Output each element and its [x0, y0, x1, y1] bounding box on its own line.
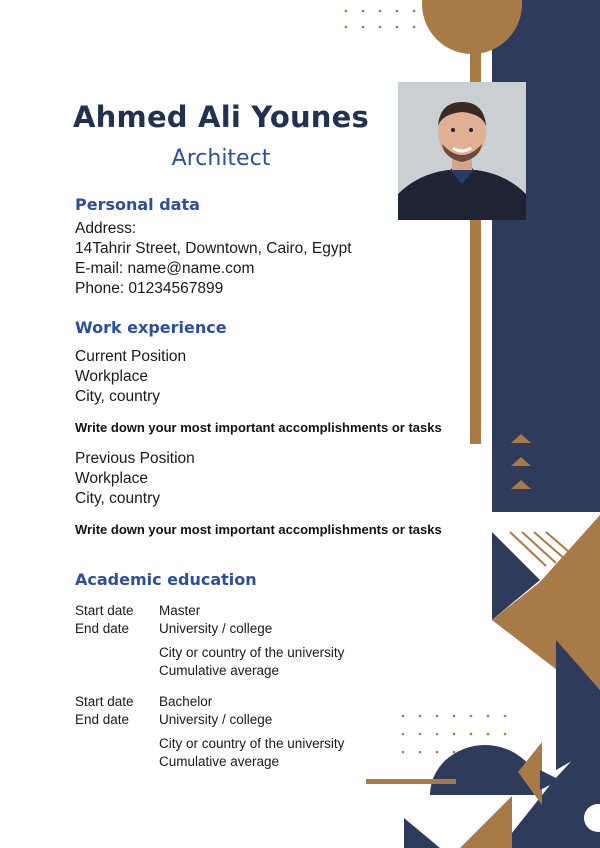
work-experience-heading: Work experience — [75, 318, 227, 337]
edu-school: University / college — [159, 621, 273, 636]
edu-school: University / college — [159, 712, 273, 727]
job-workplace: Workplace — [75, 368, 148, 385]
edu-place: City or country of the university — [159, 736, 345, 751]
edu-average: Cumulative average — [159, 663, 280, 678]
bronze-small-triangle — [518, 742, 542, 805]
job-location: City, country — [75, 490, 160, 507]
personal-data-heading: Personal data — [75, 195, 200, 214]
edu-start-date: Start date — [75, 694, 134, 709]
address-label: Address: — [75, 220, 137, 237]
job-tasks: Write down your most important accomplishments or tasks — [75, 522, 442, 537]
bronze-bottom-triangle — [460, 796, 512, 848]
job-position: Current Position — [75, 348, 187, 365]
top-dot-grid — [345, 10, 416, 29]
job-location: City, country — [75, 388, 160, 405]
job-workplace: Workplace — [75, 470, 148, 487]
edu-start-date: Start date — [75, 603, 134, 618]
portrait-icon — [398, 82, 526, 220]
bronze-horizontal-line — [366, 779, 456, 784]
navy-bottom-left-triangle — [404, 818, 440, 848]
academic-education-heading: Academic education — [75, 570, 257, 589]
job-position: Previous Position — [75, 450, 195, 467]
address-value: 14Tahrir Street, Downtown, Cairo, Egypt — [75, 240, 352, 257]
profile-photo — [398, 82, 526, 220]
job-title: Architect — [171, 146, 271, 171]
edu-degree: Bachelor — [159, 694, 213, 709]
email-line: E-mail: name@name.com — [75, 260, 255, 277]
candidate-name: Ahmed Ali Younes — [73, 100, 369, 134]
edu-average: Cumulative average — [159, 754, 280, 769]
edu-place: City or country of the university — [159, 645, 345, 660]
edu-degree: Master — [159, 603, 201, 618]
edu-end-date: End date — [75, 712, 130, 727]
navy-band — [492, 0, 600, 512]
job-tasks: Write down your most important accomplishments or tasks — [75, 420, 442, 435]
phone-line: Phone: 01234567899 — [75, 280, 224, 297]
edu-end-date: End date — [75, 621, 130, 636]
